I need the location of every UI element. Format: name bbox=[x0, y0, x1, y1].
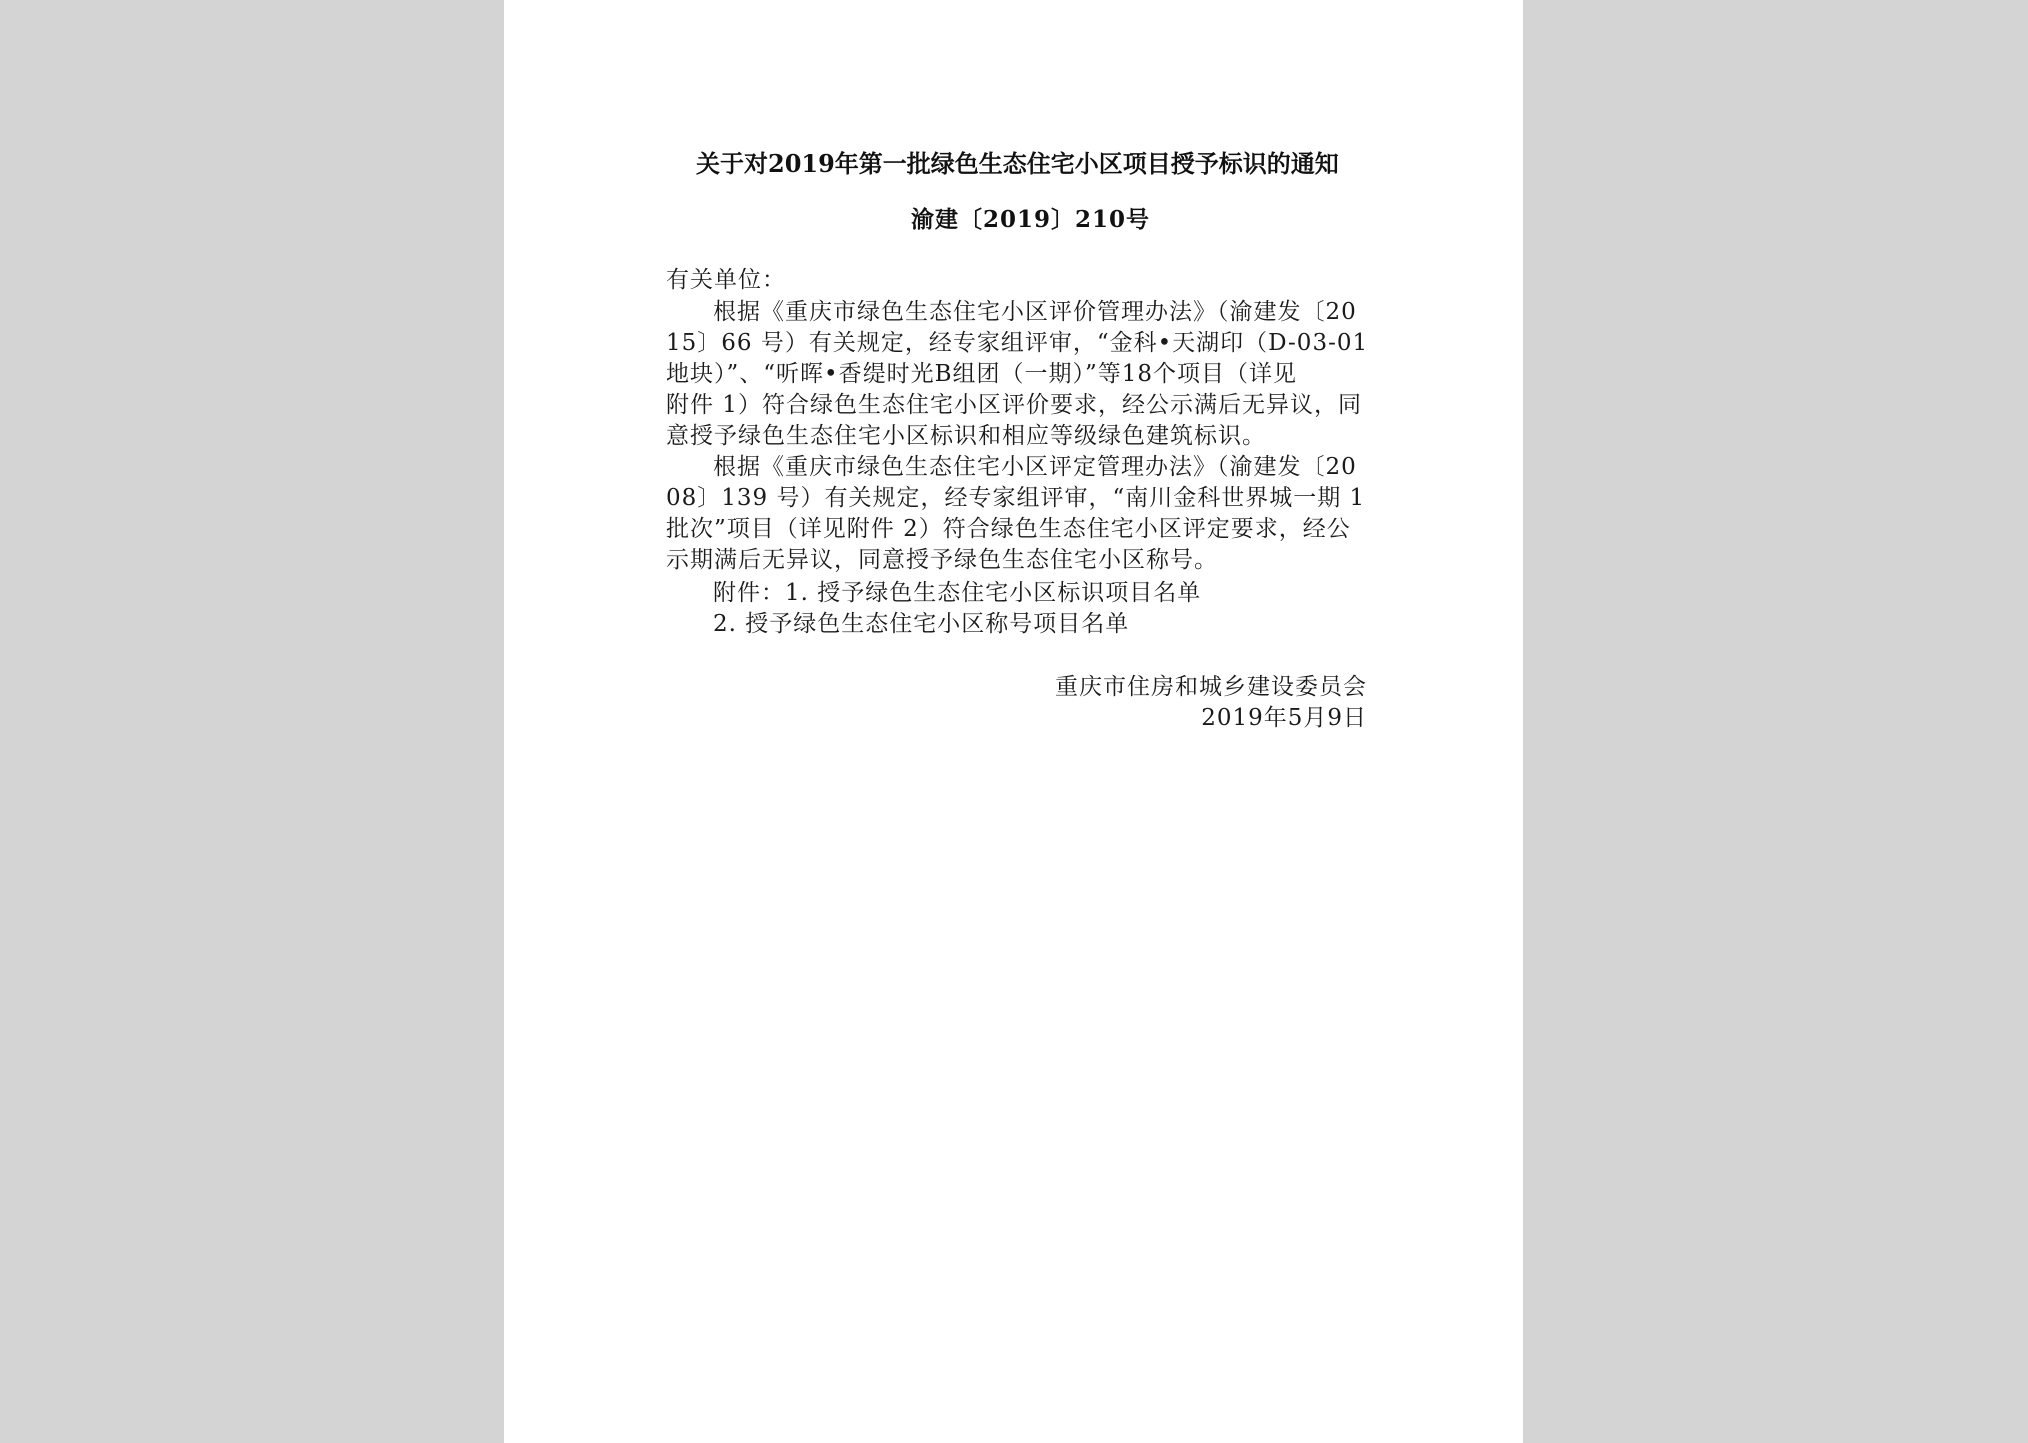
salutation: 有关单位： bbox=[666, 267, 786, 293]
document-page bbox=[504, 0, 1523, 1443]
paragraph-1-line-4: 附件 1）符合绿色生态住宅小区评价要求，经公示满后无异议，同 bbox=[666, 392, 1362, 418]
paragraph-1-line-2: 15〕66 号）有关规定，经专家组评审，“金科•天湖印（D-03-01 bbox=[666, 330, 1369, 356]
paragraph-2-line-1: 根据《重庆市绿色生态住宅小区评定管理办法》（渝建发〔20 bbox=[713, 454, 1357, 480]
issuer-name: 重庆市住房和城乡建设委员会 bbox=[1055, 674, 1367, 700]
attachment-line-1: 附件：1. 授予绿色生态住宅小区标识项目名单 bbox=[713, 580, 1202, 606]
document-number: 渝建〔2019〕210号 bbox=[911, 206, 1151, 233]
paragraph-2-line-4: 示期满后无异议，同意授予绿色生态住宅小区称号。 bbox=[666, 547, 1218, 573]
paragraph-1-line-5: 意授予绿色生态住宅小区标识和相应等级绿色建筑标识。 bbox=[666, 423, 1266, 449]
paragraph-2-line-3: 批次”项目（详见附件 2）符合绿色生态住宅小区评定要求，经公 bbox=[666, 516, 1351, 542]
paragraph-1-line-3: 地块）”、“听晖•香缇时光B组团（一期）”等18个项目（详见 bbox=[666, 361, 1298, 387]
paragraph-1-line-1: 根据《重庆市绿色生态住宅小区评价管理办法》（渝建发〔20 bbox=[713, 299, 1357, 325]
issue-date: 2019年5月9日 bbox=[1201, 705, 1367, 731]
document-title: 关于对2019年第一批绿色生态住宅小区项目授予标识的通知 bbox=[696, 149, 1339, 178]
attachment-line-2: 2. 授予绿色生态住宅小区称号项目名单 bbox=[713, 611, 1130, 637]
paragraph-2-line-2: 08〕139 号）有关规定，经专家组评审，“南川金科世界城一期 1 bbox=[666, 485, 1366, 511]
